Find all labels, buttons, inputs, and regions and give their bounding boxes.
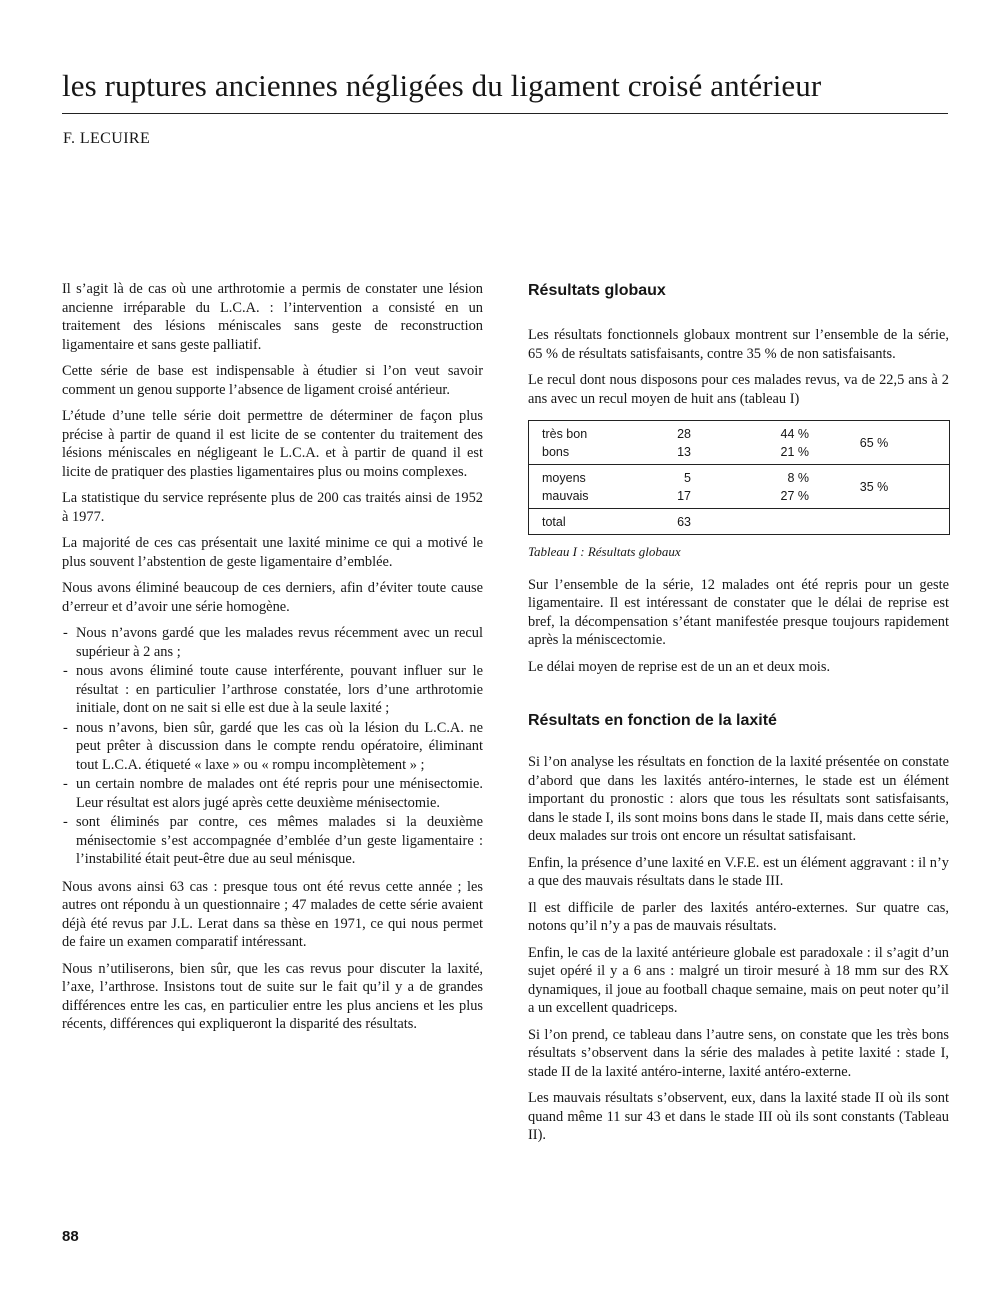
section-heading-resultats-laxite: Résultats en fonction de la laxité (528, 712, 777, 729)
row-count: 13 (677, 445, 691, 459)
paragraph: Il est difficile de parler des laxités antéro-externes. Sur quatre cas, notons qu’il n’y a pas de mauvais résultats. (528, 899, 949, 934)
row-label: très bon (542, 427, 588, 441)
group-summary-percent: 65 % (859, 435, 889, 450)
group-summary-percent: 35 % (859, 479, 889, 494)
row-percent: 44 % (780, 427, 809, 441)
list-item: - sont éliminés par contre, ces mêmes malades si la deuxième ménisectomie s’est accompagnée d’emblée d’un geste ligamentaire : l’instabilité était peut-être due au seul ménisque. (62, 813, 483, 869)
author-name: F. LECUIRE (63, 130, 151, 147)
paragraph: Si l’on analyse les résultats en fonction de la laxité présentée on constate d’abord que dans les laxités antéro-internes, le stade est un élément important du pronostic : alors que tous les résultats sont satisfaisants, dans le stade I, ils sont moins bons dans le stade II, mais dans cette série, deux malades sur trois ont encore un résultat satisfaisant. (528, 754, 949, 844)
paragraph: Les mauvais résultats s’observent, eux, dans la laxité stade II où ils sont quand même 11 sur 43 et dans le stade III où ils sont constants (Tableau II). (528, 1090, 949, 1143)
table-group-non-satisfaisants (529, 465, 949, 509)
row-label: total (542, 515, 566, 529)
paragraph: La statistique du service représente plus de 200 cas traités ainsi de 1952 à 1977. (62, 490, 483, 525)
paragraph: Sur l’ensemble de la série, 12 malades ont été repris pour un geste ligamentaire. Il est intéressant de constater que le délai de reprise est bref, la décompensation s’étant manifestée presque toujours rapidement après la méniscectomie. (528, 576, 949, 648)
table-row (529, 513, 949, 531)
paragraph: L’étude d’une telle série doit permettre de déterminer de façon plus précise à partir de quand il est licite de se contenter du traitement des lésions méniscales en négligeant le L.C.A. et à partir de quand il est licite de pratiquer des plasties ligamentaires plus ou moins complexes. (62, 408, 483, 480)
title-rule (62, 113, 948, 114)
section-heading-resultats-globaux: Résultats globaux (528, 282, 666, 299)
table-caption: Tableau I : Résultats globaux (528, 544, 681, 559)
paragraph: Enfin, le cas de la laxité antérieure globale est paradoxale : il s’agit d’un sujet opéré il y a 6 ans : malgré un tiroir mesuré à 18 mm sur des RX dynamiques, il joue au football chaque semaine, mais on peut noter qu’il a un excellent quadriceps. (528, 944, 949, 1016)
paragraph: Cette série de base est indispensable à étudier si l’on veut savoir comment un genou supporte l’absence de ligament croisé antérieur. (62, 363, 483, 398)
list-item: - nous avons éliminé toute cause interférente, pouvant influer sur le résultat : en particulier l’arthrose constatée, lors d’une arthrotomie initiale, dont on ne sait si elle est due à la seule laxité ; (62, 662, 483, 718)
row-percent: 8 % (787, 471, 809, 485)
paragraph: La majorité de ces cas présentait une laxité minime ce qui a motivé le plus souvent l’abstention de geste ligamentaire d’emblée. (62, 535, 483, 570)
paragraph: Le délai moyen de reprise est de un an et deux mois. (528, 658, 831, 675)
paragraph: Il s’agit là de cas où une arthrotomie a permis de constater une lésion ancienne irréparable du L.C.A. : l’intervention a consisté en un traitement des lésions méniscales sans geste de reconstruction ligamentaire et sans geste palliatif. (62, 281, 483, 353)
results-table (528, 420, 950, 535)
article-title: les ruptures anciennes négligées du ligament croisé antérieur (62, 68, 822, 103)
list-item: - Nous n’avons gardé que les malades revus récemment avec un recul supérieur à 2 ans ; (62, 624, 483, 661)
paragraph: Nous n’utiliserons, bien sûr, que les cas revus pour discuter la laxité, l’axe, l’arthrose. Insistons tout de suite sur le fait qu’il y a de grandes différences entre les cas, en particulier entre les plus anciens et les plus récents, différences qui expliqueront la disparité des résultats. (62, 960, 483, 1032)
row-count: 28 (677, 427, 691, 441)
row-percent: 21 % (780, 445, 809, 459)
paragraph: Si l’on prend, ce tableau dans l’autre sens, on constate que les très bons résultats s’observent dans la série des malades à petite laxité : stade I, stade II de la laxité antéro-interne, laxité antéro-externe. (528, 1026, 949, 1080)
row-label: mauvais (542, 489, 589, 503)
row-count: 63 (677, 515, 691, 529)
list-item: - nous n’avons, bien sûr, gardé que les cas où la lésion du L.C.A. ne peut prêter à discussion dans le compte rendu opératoire, éliminant tout L.C.A. étiqueté « laxe » ou « rompu incomplètement » ; (62, 719, 483, 775)
page-number: 88 (62, 1228, 79, 1245)
table-group-satisfaisants (529, 421, 949, 465)
criteria-list (62, 624, 483, 869)
paragraph: Les résultats fonctionnels globaux montrent sur l’ensemble de la série, 65 % de résultats satisfaisants, contre 35 % de non satisfaisants. (528, 327, 949, 362)
right-column (528, 280, 949, 1153)
paragraph: Le recul dont nous disposons pour ces malades revus, va de 22,5 ans à 2 ans avec un recul moyen de huit ans (tableau I) (528, 372, 949, 407)
paragraph: Enfin, la présence d’une laxité en V.F.E. est un élément aggravant : il n’y a que des mauvais résultats dans le stade III. (528, 854, 949, 889)
table-group-total (529, 509, 949, 534)
row-count: 17 (677, 489, 691, 503)
row-count: 5 (684, 471, 691, 485)
list-item: - un certain nombre de malades ont été repris pour une ménisectomie. Leur résultat est alors jugé après cette deuxième ménisectomie. (62, 775, 483, 812)
row-percent: 27 % (780, 489, 809, 503)
row-label: bons (542, 445, 570, 459)
paragraph: Nous avons ainsi 63 cas : presque tous ont été revus cette année ; les autres ont répondu à un questionnaire ; 47 malades de cette série avaient déjà été revus par J.L. Lerat dans sa thèse en 1971, ce qui nous permet de faire un examen comparatif intéressant. (62, 878, 483, 950)
left-column (62, 280, 483, 1042)
row-label: moyens (542, 471, 586, 485)
paragraph: Nous avons éliminé beaucoup de ces derniers, afin d’éviter toute cause d’erreur et d’avoir une série homogène. (62, 580, 483, 615)
